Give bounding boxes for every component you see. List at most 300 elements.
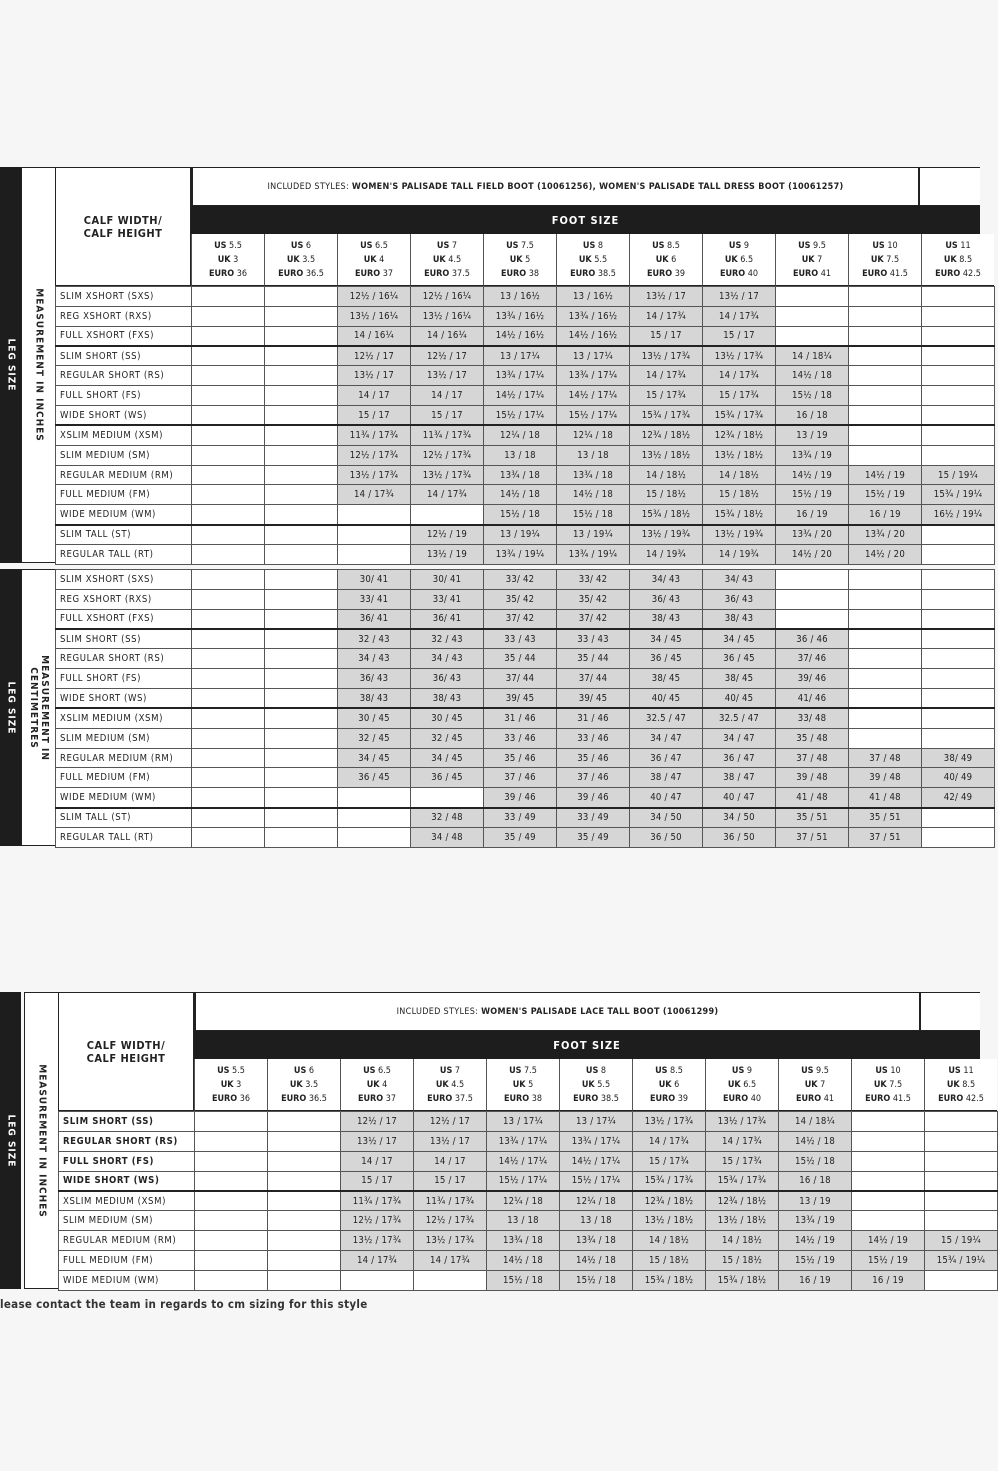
size-cell	[192, 306, 265, 326]
size-cell: 35 / 44	[557, 649, 630, 669]
size-cell: 13 / 16½	[484, 287, 557, 307]
size-euro-value: 39	[674, 268, 686, 279]
size-cell: 13½ / 19¾	[703, 525, 776, 545]
size-cell: 34 / 45	[703, 629, 776, 649]
size-cell: 14 / 19¾	[630, 544, 703, 564]
size-cell: 14 / 17¾	[703, 306, 776, 326]
foot-size-header: FOOT SIZE	[191, 206, 980, 234]
size-us-prefix: US	[363, 1065, 376, 1076]
size-cell: 15½ / 18	[487, 1270, 560, 1290]
size-cell	[849, 287, 922, 307]
size-uk-prefix: UK	[804, 1079, 818, 1090]
size-euro	[484, 267, 556, 281]
size-cell	[776, 589, 849, 609]
size-column	[556, 234, 629, 286]
size-cell	[852, 1191, 925, 1211]
calf-header-2-line1: CALF WIDTH/	[86, 1038, 166, 1052]
size-cell: 15 / 17	[703, 326, 776, 346]
size-cell: 12¼ / 18	[557, 425, 630, 445]
size-euro-prefix: EURO	[281, 1093, 307, 1104]
size-cell: 12¼ / 18	[484, 425, 557, 445]
size-us-prefix: US	[360, 240, 373, 251]
size-cell: 13 / 19¼	[484, 525, 557, 545]
size-cell: 13½ / 17	[414, 1131, 487, 1151]
size-cell	[849, 589, 922, 609]
size-cell	[192, 425, 265, 445]
size-euro-prefix: EURO	[424, 268, 450, 279]
table-row	[56, 386, 995, 406]
table-row	[56, 669, 995, 689]
calf-header	[55, 167, 192, 286]
size-cell: 15½ / 17¼	[487, 1171, 560, 1191]
size-us-value: 9.5	[816, 1065, 829, 1076]
size-cell: 34 / 43	[411, 649, 484, 669]
size-cell	[192, 544, 265, 564]
size-cell: 39 / 46	[557, 788, 630, 808]
size-column	[194, 1059, 267, 1111]
size-cell: 12¾ / 18½	[633, 1191, 706, 1211]
size-cell	[268, 1270, 341, 1290]
size-cell	[268, 1112, 341, 1132]
size-us-value: 7	[451, 240, 458, 251]
size-cell: 15 / 17	[630, 326, 703, 346]
size-cell: 13 / 18	[560, 1211, 633, 1231]
size-cell: 34 / 47	[703, 728, 776, 748]
cm-table	[55, 569, 995, 848]
size-us	[560, 1064, 632, 1078]
size-euro-value: 36	[239, 1093, 251, 1104]
size-cell: 15½ / 18	[560, 1270, 633, 1290]
size-cell: 35/ 42	[557, 589, 630, 609]
size-euro-prefix: EURO	[573, 1093, 599, 1104]
size-cell: 13½ / 17¾	[338, 465, 411, 485]
size-cell	[922, 728, 995, 748]
size-cell	[776, 326, 849, 346]
table-row	[56, 366, 995, 386]
size-cell: 13½ / 17¾	[414, 1231, 487, 1251]
leg-size-label: LEG SIZE	[5, 338, 16, 392]
size-us-value: 6	[308, 1065, 315, 1076]
size-cell	[195, 1231, 268, 1251]
row-label: FULL SHORT (FS)	[59, 1151, 195, 1171]
size-column	[775, 234, 848, 286]
size-cell: 14 / 18½	[633, 1231, 706, 1251]
size-columns	[191, 234, 994, 286]
size-uk-prefix: UK	[946, 1079, 960, 1090]
size-cell: 12½ / 17¾	[411, 445, 484, 465]
size-uk	[925, 1078, 997, 1092]
size-cell: 34 / 45	[411, 748, 484, 768]
size-cell: 35 / 49	[557, 827, 630, 847]
size-cell	[849, 570, 922, 590]
leg-size-label-cm: LEG SIZE	[5, 681, 16, 734]
row-label: WIDE MEDIUM (WM)	[56, 505, 192, 525]
size-cell	[925, 1151, 998, 1171]
size-cell: 34 / 45	[630, 629, 703, 649]
size-cell	[265, 505, 338, 525]
row-label: SLIM SHORT (SS)	[59, 1112, 195, 1132]
size-cell	[265, 544, 338, 564]
table-row	[56, 827, 995, 847]
size-cell: 34/ 43	[630, 570, 703, 590]
size-euro-prefix: EURO	[938, 1093, 964, 1104]
size-cell: 39 / 46	[484, 788, 557, 808]
size-uk	[341, 1078, 413, 1092]
size-euro-prefix: EURO	[719, 268, 746, 279]
size-column	[921, 234, 994, 286]
size-cell: 30 / 45	[411, 708, 484, 728]
size-uk-prefix: UK	[655, 254, 669, 265]
size-uk-prefix: UK	[289, 1079, 303, 1090]
size-cell: 12¼ / 18	[560, 1191, 633, 1211]
row-label: WIDE SHORT (WS)	[56, 689, 192, 709]
size-cell: 37 / 51	[776, 827, 849, 847]
size-uk	[703, 253, 775, 267]
size-uk	[560, 1078, 632, 1092]
size-cell: 13½ / 18½	[633, 1211, 706, 1231]
calf-header-line2: CALF HEIGHT	[83, 226, 163, 240]
size-cell: 34 / 48	[411, 827, 484, 847]
size-cell: 38 / 47	[703, 768, 776, 788]
size-us-value: 8	[600, 1065, 607, 1076]
size-cell	[192, 768, 265, 788]
size-uk-prefix: UK	[578, 254, 592, 265]
unit-label-text-2: MEASUREMENT IN INCHES	[36, 1063, 47, 1218]
row-label: REGULAR MEDIUM (RM)	[56, 465, 192, 485]
size-cell: 15 / 18½	[703, 485, 776, 505]
size-euro	[268, 1092, 340, 1106]
size-cell	[265, 589, 338, 609]
size-us-prefix: US	[436, 240, 450, 251]
size-cell	[922, 346, 995, 366]
size-us-prefix: US	[948, 1065, 961, 1076]
size-cell: 14½ / 20	[776, 544, 849, 564]
size-cell	[852, 1112, 925, 1132]
size-cell: 35 / 46	[557, 748, 630, 768]
size-cell: 15 / 19¼	[925, 1231, 998, 1251]
size-uk-value: 6.5	[740, 254, 754, 265]
size-cell: 14½ / 18	[776, 366, 849, 386]
size-cell: 32 / 48	[411, 808, 484, 828]
size-cell: 33/ 41	[411, 589, 484, 609]
size-cell	[192, 728, 265, 748]
size-cell	[265, 306, 338, 326]
size-cell	[852, 1151, 925, 1171]
size-cell: 12½ / 16¼	[411, 287, 484, 307]
size-cell: 13¾ / 16½	[484, 306, 557, 326]
size-us-prefix: US	[217, 1065, 230, 1076]
size-euro-value: 36.5	[305, 268, 324, 279]
size-uk	[484, 253, 556, 267]
size-cell	[414, 1270, 487, 1290]
included-styles-banner	[191, 167, 919, 206]
size-cell: 14½ / 18	[557, 485, 630, 505]
size-uk-value: 3	[233, 254, 239, 265]
size-euro	[341, 1092, 413, 1106]
size-uk-value: 5	[528, 1079, 534, 1090]
size-uk	[557, 253, 629, 267]
leg-size-bar-2	[0, 992, 21, 1289]
size-cell: 14 / 17¾	[630, 306, 703, 326]
size-cell	[268, 1151, 341, 1171]
size-cell: 37/ 46	[776, 649, 849, 669]
size-cell	[922, 525, 995, 545]
size-cell: 13 / 19	[776, 425, 849, 445]
size-cell: 39/ 45	[484, 689, 557, 709]
size-cell: 13¾ / 18	[557, 465, 630, 485]
size-us-prefix: US	[655, 1065, 668, 1076]
size-cell	[195, 1191, 268, 1211]
size-euro	[706, 1092, 778, 1106]
size-cell	[922, 649, 995, 669]
leg-size-bar	[0, 167, 21, 563]
size-cell	[265, 649, 338, 669]
size-uk	[630, 253, 702, 267]
size-cell: 14 / 18¼	[779, 1112, 852, 1132]
size-cell: 12½ / 17	[411, 346, 484, 366]
size-cell: 15½ / 19	[779, 1250, 852, 1270]
size-cell: 15 / 18½	[633, 1250, 706, 1270]
row-label: XSLIM MEDIUM (XSM)	[59, 1191, 195, 1211]
table-row	[59, 1171, 998, 1191]
size-cell	[411, 505, 484, 525]
size-uk	[706, 1078, 778, 1092]
size-cell: 37/ 42	[557, 609, 630, 629]
table-row	[56, 544, 995, 564]
table-row	[56, 326, 995, 346]
size-uk-value: 6	[671, 254, 677, 265]
leg-size-bar-cm	[0, 569, 21, 846]
size-uk	[268, 1078, 340, 1092]
included-styles-prefix: INCLUDED STYLES:	[267, 181, 350, 192]
row-label: SLIM XSHORT (SXS)	[56, 287, 192, 307]
row-label: REGULAR SHORT (RS)	[56, 649, 192, 669]
size-euro-prefix: EURO	[649, 1093, 676, 1104]
size-cell	[776, 306, 849, 326]
table-row	[56, 728, 995, 748]
cm-sizing-note: lease contact the team in regards to cm sizing for this style	[0, 1297, 368, 1311]
table-row	[59, 1151, 998, 1171]
size-cell	[849, 306, 922, 326]
size-column	[191, 234, 264, 286]
size-cell	[265, 406, 338, 426]
size-euro-value: 38.5	[597, 268, 616, 279]
size-euro-prefix: EURO	[795, 1093, 822, 1104]
size-cell: 14½ / 18	[560, 1250, 633, 1270]
size-cell	[849, 708, 922, 728]
size-cell	[922, 386, 995, 406]
size-us-prefix: US	[798, 240, 811, 251]
table-row	[59, 1131, 998, 1151]
size-cell: 12½ / 19	[411, 525, 484, 545]
size-cell	[265, 788, 338, 808]
size-cell: 13¾ / 19	[776, 445, 849, 465]
size-cell: 14½ / 19	[849, 465, 922, 485]
table-row	[56, 788, 995, 808]
unit-label-inches-2	[24, 992, 58, 1289]
size-us-prefix: US	[290, 240, 304, 251]
size-cell: 39/ 45	[557, 689, 630, 709]
size-us	[338, 239, 410, 253]
size-cell	[265, 748, 338, 768]
size-cell: 35 / 51	[776, 808, 849, 828]
table-row	[56, 346, 995, 366]
size-column	[483, 234, 556, 286]
size-cell: 14½ / 19	[779, 1231, 852, 1251]
table-row	[56, 465, 995, 485]
size-us	[195, 1064, 267, 1078]
size-column	[410, 234, 483, 286]
size-uk-value: 7.5	[886, 254, 900, 265]
size-cell	[192, 708, 265, 728]
row-label: REGULAR MEDIUM (RM)	[56, 748, 192, 768]
size-uk-prefix: UK	[435, 1079, 449, 1090]
size-us-value: 7	[454, 1065, 461, 1076]
size-us	[922, 239, 994, 253]
size-euro-prefix: EURO	[862, 268, 888, 279]
size-cell	[922, 669, 995, 689]
size-uk	[776, 253, 848, 267]
table-row	[56, 748, 995, 768]
size-cell	[265, 708, 338, 728]
size-us-prefix: US	[214, 240, 227, 251]
size-euro-prefix: EURO	[427, 1093, 453, 1104]
table-row	[56, 570, 995, 590]
row-label: XSLIM MEDIUM (XSM)	[56, 708, 192, 728]
size-cell: 15¾ / 17¾	[630, 406, 703, 426]
size-cell	[192, 669, 265, 689]
size-cell: 13 / 19¼	[557, 525, 630, 545]
size-euro-prefix: EURO	[935, 268, 961, 279]
size-cell: 11¾ / 17¾	[341, 1191, 414, 1211]
size-uk-value: 3	[236, 1079, 242, 1090]
size-euro	[487, 1092, 559, 1106]
size-uk-value: 3.5	[305, 1079, 319, 1090]
size-cell: 15½ / 17¼	[560, 1171, 633, 1191]
size-cell: 13½ / 18½	[703, 445, 776, 465]
size-cell	[338, 788, 411, 808]
size-euro	[852, 1092, 924, 1106]
size-uk-value: 6.5	[743, 1079, 757, 1090]
size-column	[848, 234, 921, 286]
size-cell: 12½ / 17	[341, 1112, 414, 1132]
size-cell: 13½ / 17¾	[633, 1112, 706, 1132]
size-cell: 35/ 42	[484, 589, 557, 609]
size-cell: 15 / 17	[341, 1171, 414, 1191]
size-cell	[265, 570, 338, 590]
table-row	[56, 649, 995, 669]
size-cell	[338, 808, 411, 828]
table-row	[59, 1191, 998, 1211]
size-cell: 40/ 49	[922, 768, 995, 788]
size-uk-prefix: UK	[363, 254, 377, 265]
size-cell: 12¾ / 18½	[630, 425, 703, 445]
size-cell: 33/ 42	[484, 570, 557, 590]
size-cell: 13½ / 17¾	[411, 465, 484, 485]
size-cell: 13 / 18	[484, 445, 557, 465]
row-label: REGULAR SHORT (RS)	[56, 366, 192, 386]
table-row	[56, 689, 995, 709]
inches-table	[55, 286, 995, 565]
size-cell	[925, 1191, 998, 1211]
size-us	[557, 239, 629, 253]
size-us	[341, 1064, 413, 1078]
size-us-prefix: US	[945, 240, 958, 251]
size-cell: 40 / 47	[630, 788, 703, 808]
size-cell	[922, 425, 995, 445]
size-us	[849, 239, 921, 253]
size-uk-value: 7	[817, 254, 823, 265]
table-row	[56, 485, 995, 505]
size-euro	[265, 267, 337, 281]
size-cell: 15¾ / 17¾	[633, 1171, 706, 1191]
unit-label-cm-line1: MEASUREMENT IN	[38, 654, 50, 761]
table-row	[59, 1270, 998, 1290]
size-cell	[265, 465, 338, 485]
size-euro-prefix: EURO	[278, 268, 304, 279]
size-column	[337, 234, 410, 286]
row-label: WIDE SHORT (WS)	[56, 406, 192, 426]
size-us	[268, 1064, 340, 1078]
size-cell: 36/ 43	[338, 669, 411, 689]
size-cell: 33 / 46	[484, 728, 557, 748]
size-cell	[849, 386, 922, 406]
row-label: SLIM MEDIUM (SM)	[56, 445, 192, 465]
size-cell: 13 / 19	[779, 1191, 852, 1211]
row-label: SLIM MEDIUM (SM)	[59, 1211, 195, 1231]
table-row	[59, 1250, 998, 1270]
size-cell: 13 / 17¼	[560, 1112, 633, 1132]
size-cell	[922, 406, 995, 426]
size-cell: 35 / 44	[484, 649, 557, 669]
size-cell: 13¾ / 17¼	[560, 1131, 633, 1151]
size-us-prefix: US	[875, 1065, 888, 1076]
size-cell: 32.5 / 47	[630, 708, 703, 728]
size-cell: 32.5 / 47	[703, 708, 776, 728]
size-cell: 15½ / 18	[484, 505, 557, 525]
size-cell: 13½ / 17¾	[706, 1112, 779, 1132]
size-cell: 15 / 18½	[630, 485, 703, 505]
size-cell: 36/ 41	[338, 609, 411, 629]
size-cell: 41 / 48	[849, 788, 922, 808]
size-uk	[192, 253, 264, 267]
size-cell: 32 / 45	[411, 728, 484, 748]
size-cell	[849, 406, 922, 426]
size-cell: 33 / 43	[557, 629, 630, 649]
size-us-value: 8.5	[670, 1065, 683, 1076]
size-cell	[265, 386, 338, 406]
size-cell	[192, 326, 265, 346]
row-label: XSLIM MEDIUM (XSM)	[56, 425, 192, 445]
size-uk	[852, 1078, 924, 1092]
size-us-value: 9.5	[813, 240, 826, 251]
size-us-value: 8	[597, 240, 604, 251]
size-uk-value: 8.5	[962, 1079, 976, 1090]
size-cell: 12¾ / 18½	[703, 425, 776, 445]
size-cell: 13¾ / 19¼	[484, 544, 557, 564]
size-cell	[849, 609, 922, 629]
size-uk-value: 5.5	[594, 254, 608, 265]
size-column	[924, 1059, 997, 1111]
size-cell: 38/ 43	[703, 609, 776, 629]
size-cell	[776, 570, 849, 590]
inches-table-2	[58, 1111, 998, 1291]
size-euro-value: 36.5	[308, 1093, 327, 1104]
size-cell	[195, 1270, 268, 1290]
size-uk-value: 4.5	[448, 254, 462, 265]
table-row	[59, 1112, 998, 1132]
table-row	[56, 589, 995, 609]
